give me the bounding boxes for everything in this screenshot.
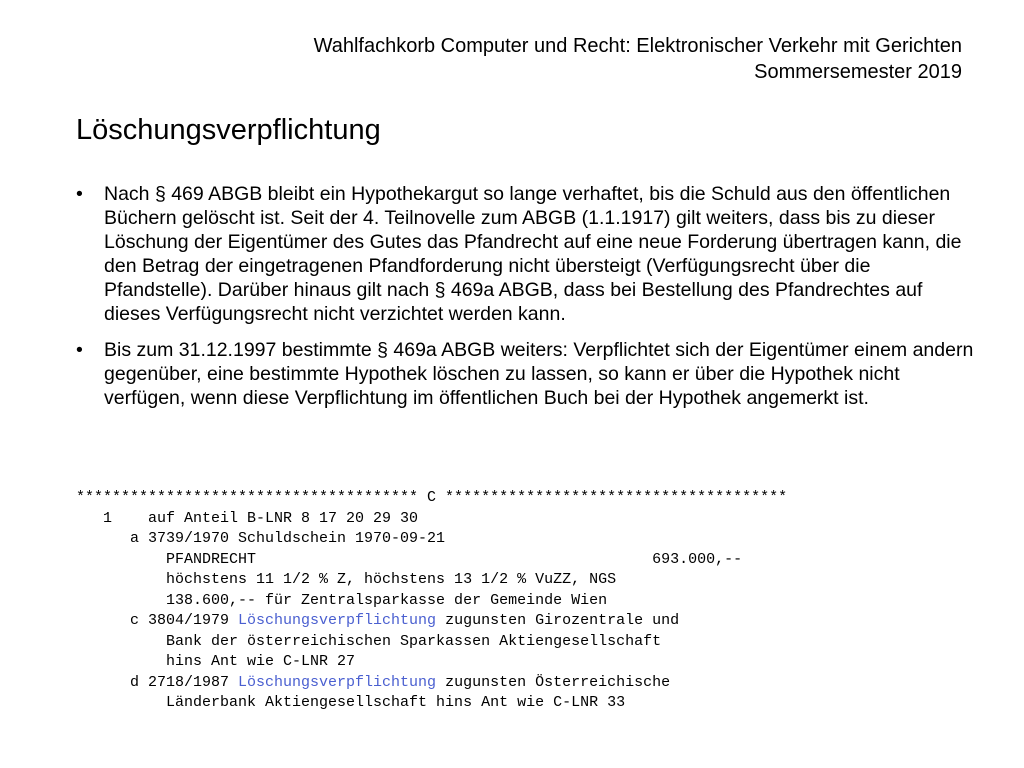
course-title: Wahlfachkorb Computer und Recht: Elektronischer Verkehr mit Gerichten [313, 35, 962, 57]
bullet-item [76, 338, 976, 410]
slide-header [314, 33, 962, 85]
register-entry-prefix: c 3804/1979 [76, 612, 239, 629]
register-entry-suffix: zugunsten Österreichische [436, 673, 671, 691]
bullet-dot-icon: • [76, 339, 83, 361]
bullet-item [76, 182, 976, 326]
register-line: 138.600,-- für Zentralsparkasse der Gemeinde Wien [76, 591, 608, 609]
register-line: a 3739/1970 Schuldschein 1970-09-21 [76, 530, 446, 547]
register-line: Bank der österreichischen Sparkassen Aktiengesellschaft [76, 632, 662, 650]
highlighted-term: Löschungsverpflichtung [238, 673, 437, 691]
register-entry-prefix: d 2718/1987 [76, 673, 239, 691]
register-line: 1 auf Anteil B-LNR 8 17 20 29 30 [76, 509, 419, 527]
land-register-excerpt [76, 488, 787, 714]
bullet-dot-icon: • [76, 183, 83, 205]
slide-title: Löschungsverpflichtung [76, 114, 381, 146]
register-line: hins Ant wie C-LNR 27 [76, 653, 356, 670]
register-line [76, 673, 787, 694]
semester-label: Sommersemester 2019 [754, 61, 962, 83]
bullet-text: Nach § 469 ABGB bleibt ein Hypothekargut so lange verhaftet, bis die Schuld aus den öffentlichen Büchern gelöscht ist. Seit der 4. Teilnovelle zum ABGB (1.1.1917) gilt weiters, dass bis zu dieser Löschung der Eigentümer des Gutes das Pfandrecht auf eine neue Forderung übertragen kann, die den Betrag der eingetragenen Pfandforderung nicht übersteigt (Verfügungsrecht über die Pfandstelle). Darüber hinaus gilt nach § 469a ABGB, dass bei Bestellung des Pfandrechtes auf dieses Verfügungsrecht nicht verzichtet werden kann. [104, 183, 962, 325]
register-line [76, 611, 787, 632]
register-separator: ************************************** C ************************************** [76, 489, 788, 506]
register-line: höchstens 11 1/2 % Z, höchstens 13 1/2 % VuZZ, NGS [76, 571, 617, 588]
bullet-text: Bis zum 31.12.1997 bestimmte § 469a ABGB weiters: Verpflichtet sich der Eigentümer einem andern gegenüber, eine bestimmte Hypothek löschen zu lassen, so kann er über die Hypothek nicht verfügen, wenn diese Verpflichtung im öffentlichen Buch bei der Hypothek angemerkt ist. [104, 339, 974, 409]
register-line: Länderbank Aktiengesellschaft hins Ant wie C-LNR 33 [76, 694, 626, 711]
highlighted-term: Löschungsverpflichtung [238, 612, 437, 629]
register-line: PFANDRECHT 693.000,-- [76, 550, 743, 568]
register-entry-suffix: zugunsten Girozentrale und [436, 612, 680, 629]
bullet-list [76, 182, 976, 422]
